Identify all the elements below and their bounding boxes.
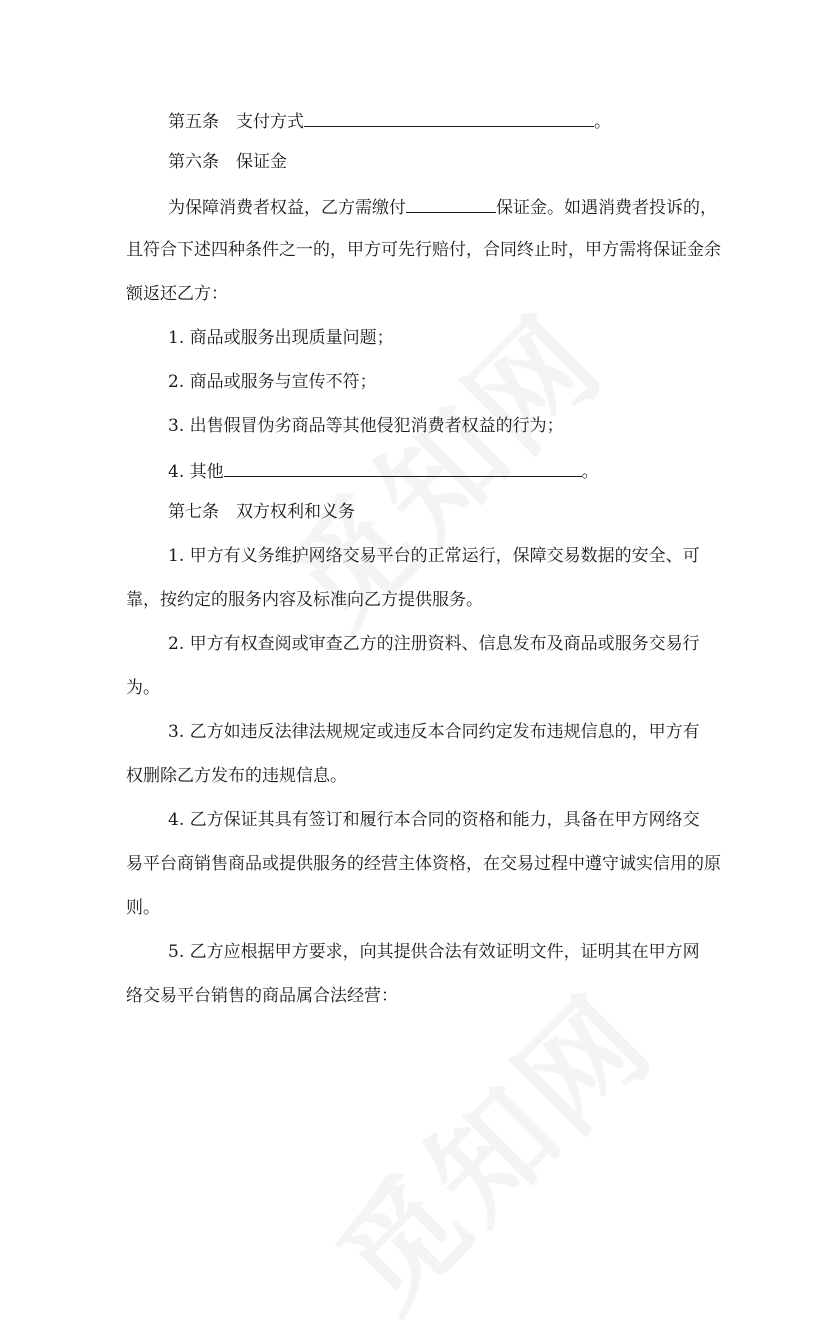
obligation-1-line-2: 靠，按约定的服务内容及标准向乙方提供服务。	[126, 590, 483, 610]
article-7-title: 双方权利和义务	[236, 502, 355, 522]
other-condition-blank[interactable]	[224, 458, 582, 477]
article-5-heading	[168, 108, 611, 134]
article-6-label: 第六条	[168, 152, 219, 172]
deposit-paragraph-line-2: 且符合下述四种条件之一的，甲方可先行赔付，合同终止时，甲方需将保证金余	[126, 240, 721, 260]
watermark-bottom	[295, 952, 684, 1340]
article-5-end: 。	[594, 112, 611, 132]
obligation-4-line-2: 易平台商销售商品或提供服务的经营主体资格，在交易过程中遵守诚实信用的原	[126, 854, 721, 874]
deposit-paragraph-line-3: 额返还乙方：	[126, 284, 228, 304]
article-5-label: 第五条	[168, 112, 219, 132]
obligation-2-line-2: 为。	[126, 678, 160, 698]
condition-item-3: 3. 出售假冒伪劣商品等其他侵犯消费者权益的行为；	[168, 416, 564, 436]
condition-item-2: 2. 商品或服务与宣传不符；	[168, 372, 377, 392]
deposit-paragraph-line-1	[168, 194, 717, 220]
obligation-4-line-1: 4. 乙方保证其具有签订和履行本合同的资格和能力，具备在甲方网络交	[168, 810, 700, 830]
payment-method-blank[interactable]	[304, 108, 594, 127]
condition-item-1: 1. 商品或服务出现质量问题；	[168, 328, 394, 348]
deposit-text-a: 为保障消费者权益，乙方需缴付	[168, 198, 406, 218]
article-6-title: 保证金	[236, 152, 287, 172]
article-7-label: 第七条	[168, 502, 219, 522]
article-7-heading	[168, 500, 355, 524]
obligation-1-line-1: 1. 甲方有义务维护网络交易平台的正常运行，保障交易数据的安全、可	[168, 546, 700, 566]
obligation-4-line-3: 则。	[126, 898, 160, 918]
obligation-5-line-2: 络交易平台销售的商品属合法经营：	[126, 986, 398, 1006]
condition-item-4-label: 4. 其他	[168, 462, 224, 482]
deposit-text-b: 保证金。如遇消费者投诉的，	[496, 198, 717, 218]
condition-item-4	[168, 458, 599, 484]
obligation-3-line-1: 3. 乙方如违反法律法规规定或违反本合同约定发布违规信息的，甲方有	[168, 722, 700, 742]
article-5-title: 支付方式	[236, 112, 304, 132]
obligation-3-line-2: 权删除乙方发布的违规信息。	[126, 766, 347, 786]
deposit-amount-blank[interactable]	[406, 194, 496, 213]
obligation-5-line-1: 5. 乙方应根据甲方要求，向其提供合法有效证明文件，证明其在甲方网	[168, 942, 700, 962]
obligation-2-line-1: 2. 甲方有权查阅或审查乙方的注册资料、信息发布及商品或服务交易行	[168, 634, 700, 654]
article-6-heading	[168, 150, 287, 174]
condition-item-4-end: 。	[581, 462, 599, 482]
